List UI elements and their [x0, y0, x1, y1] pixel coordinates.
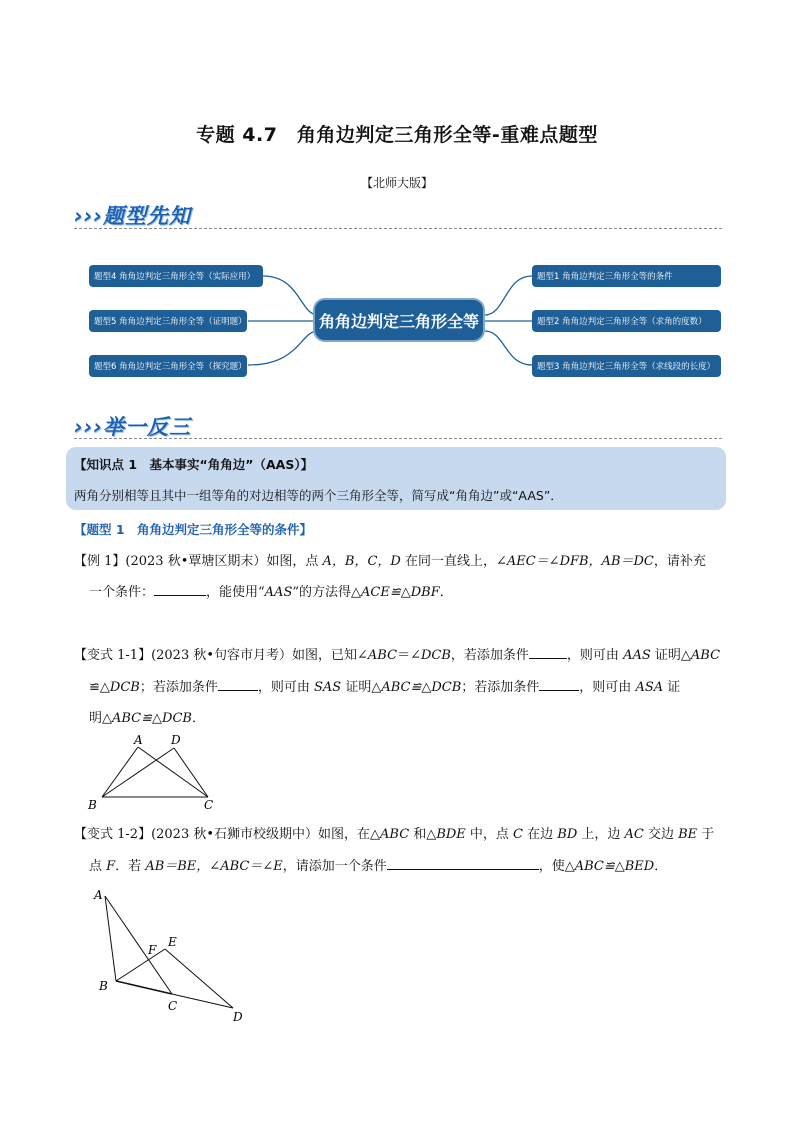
mindmap-center-node: 角角边判定三角形全等 [313, 298, 485, 342]
figure-label-A: A [134, 733, 143, 747]
variant12-figure [88, 884, 258, 1029]
figure-label-C: C [168, 999, 178, 1013]
figure-label-E: E [168, 935, 177, 949]
variant11-figure [84, 733, 224, 813]
answer-blank[interactable] [539, 676, 579, 691]
figure-label-A: A [94, 888, 103, 902]
answer-blank[interactable] [218, 676, 258, 691]
example1-line2: 一个条件： ，能使用“AAS”的方法得△ACE≌△DBF． [89, 577, 453, 608]
figure-label-B: B [99, 979, 108, 993]
example1-line1: 【例 1】(2023 秋•覃塘区期末）如图，点 A，B，C，D 在同一直线上，∠AEC＝∠DFB，AB＝DC，请补充 [74, 554, 706, 569]
variant11-line2: ≌△DCB；若添加条件 ，则可由 SAS 证明△ABC≌△DCB；若添加条件 ，则可由 ASA 证 [89, 672, 680, 703]
mindmap-node-type6: 题型6 角角边判定三角形全等（探究题） [89, 355, 247, 377]
mindmap-node-type4: 题型4 角角边判定三角形全等（实际应用） [89, 265, 263, 287]
figure-label-D: D [233, 1010, 243, 1024]
section-divider [74, 228, 722, 229]
mindmap-node-type2: 题型2 角角边判定三角形全等（求角的度数） [532, 310, 721, 332]
mindmap-node-type3: 题型3 角角边判定三角形全等（求线段的长度） [532, 355, 721, 377]
variant11-line1: 【变式 1-1】(2023 秋•句容市月考）如图，已知∠ABC＝∠DCB，若添加条件 ，则可由 AAS 证明△ABC [74, 640, 720, 671]
answer-blank[interactable] [154, 581, 206, 596]
page-title: 专题 4.7 角角边判定三角形全等-重难点题型 [196, 124, 598, 146]
figure-label-B: B [88, 798, 97, 812]
answer-blank[interactable] [387, 855, 539, 870]
mindmap-node-type1: 题型1 角角边判定三角形全等的条件 [532, 265, 721, 287]
section-heading-examples: ›››举一反三 [74, 415, 191, 439]
answer-blank[interactable] [529, 644, 567, 659]
variant11-line3: 明△ABC≌△DCB． [89, 711, 205, 726]
figure-label-D: D [171, 733, 181, 747]
figure-label-F: F [148, 943, 157, 957]
variant12-line2: 点 F．若 AB＝BE，∠ABC＝∠E，请添加一个条件 ，使△ABC≌△BED． [89, 851, 667, 882]
figure-label-C: C [204, 798, 214, 812]
type1-label: 【题型 1 角角边判定三角形全等的条件】 [74, 522, 313, 537]
section-divider [74, 438, 722, 439]
section-heading-preview: ›››题型先知 [74, 204, 191, 228]
knowledge-title: 【知识点 1 基本事实“角角边”（AAS）】 [74, 457, 314, 472]
mindmap-node-type5: 题型5 角角边判定三角形全等（证明题） [89, 310, 247, 332]
knowledge-body: 两角分别相等且其中一组等角的对边相等的两个三角形全等，简写成“角角边”或“AAS”． [74, 488, 563, 503]
variant12-line1: 【变式 1-2】(2023 秋•石狮市校级期中）如图，在△ABC 和△BDE 中，点 C 在边 BD 上，边 AC 交边 BE 于 [74, 827, 715, 842]
edition-label: 【北师大版】 [360, 176, 433, 190]
